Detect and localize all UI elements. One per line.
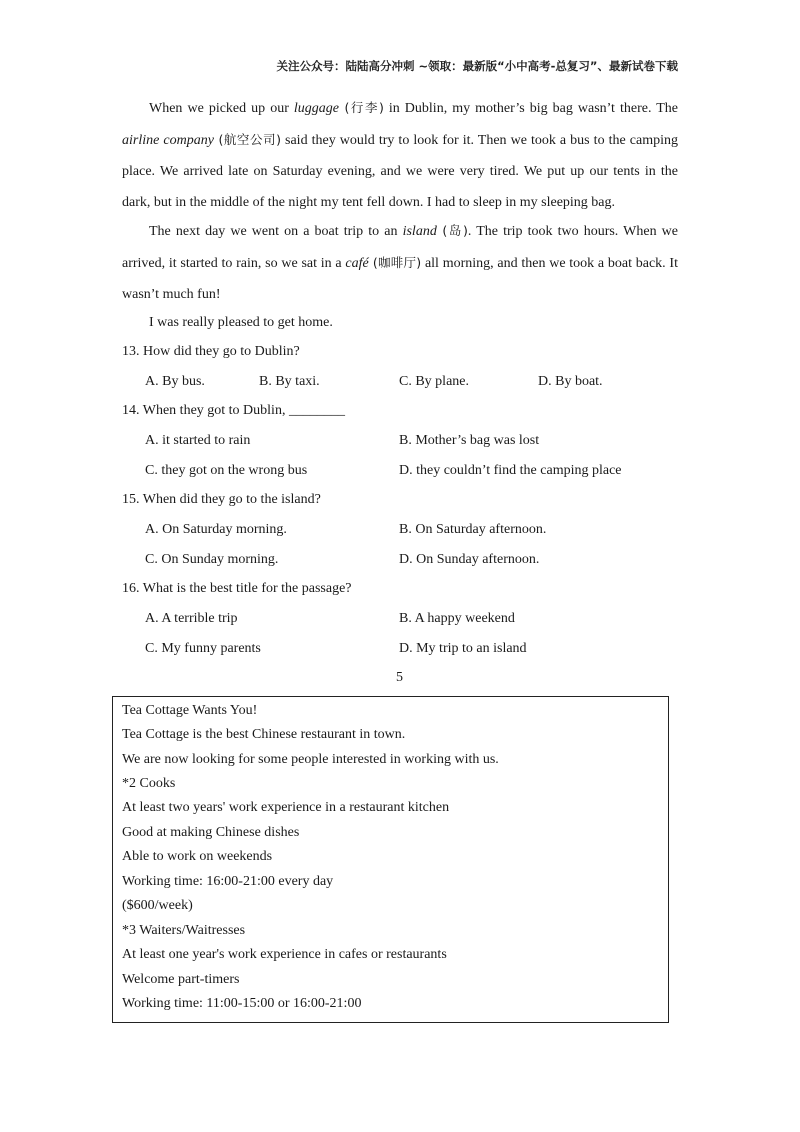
- ad-looking-for: We are now looking for some people interested in working with us.: [122, 752, 499, 767]
- ad-title: Tea Cottage Wants You!: [122, 703, 258, 718]
- vocab-word: café: [345, 256, 369, 271]
- chinese-gloss: (咖啡厅): [368, 255, 422, 270]
- q14-option-d[interactable]: D. they couldn’t find the camping place: [399, 463, 622, 478]
- ad-waiters-time: Working time: 11:00-15:00 or 16:00-21:00: [122, 996, 362, 1011]
- passage-text: The next day we went on a boat trip to an: [149, 224, 403, 239]
- passage-paragraph-2: [122, 215, 678, 310]
- vocab-word: airline company: [122, 133, 214, 148]
- passage-text: in Dublin, my mother’s big bag wasn’t there. The: [383, 101, 678, 116]
- ad-cooks-pay: ($600/week): [122, 898, 193, 913]
- q15-option-a[interactable]: A. On Saturday morning.: [145, 522, 287, 537]
- job-advertisement-box: [112, 696, 669, 1023]
- chinese-gloss: (航空公司): [213, 132, 281, 147]
- question-16-stem: 16. What is the best title for the passage?: [122, 581, 352, 596]
- chinese-gloss: (行李): [339, 100, 384, 115]
- question-15-stem: 15. When did they go to the island?: [122, 492, 321, 507]
- page-number: 5: [396, 670, 403, 685]
- ad-waiters-heading: *3 Waiters/Waitresses: [122, 923, 246, 938]
- ad-intro: Tea Cottage is the best Chinese restaurant in town.: [122, 727, 406, 742]
- q14-option-c[interactable]: C. they got on the wrong bus: [145, 463, 308, 478]
- ad-cooks-weekends: Able to work on weekends: [122, 849, 273, 864]
- ad-cooks-heading: *2 Cooks: [122, 776, 176, 791]
- ad-cooks-experience: At least two years' work experience in a restaurant kitchen: [122, 800, 450, 815]
- vocab-word: island: [402, 224, 437, 239]
- q15-option-c[interactable]: C. On Sunday morning.: [145, 552, 279, 567]
- q16-option-c[interactable]: C. My funny parents: [145, 641, 261, 656]
- vocab-word: luggage: [293, 101, 339, 116]
- passage-text: . The trip took two hours. When we arrived, it started to rain, so we sat in a: [122, 224, 679, 271]
- passage-paragraph-1: [122, 92, 678, 218]
- question-13-stem: 13. How did they go to Dublin?: [122, 344, 300, 359]
- q16-option-a[interactable]: A. A terrible trip: [145, 611, 238, 626]
- q13-option-c[interactable]: C. By plane.: [399, 374, 469, 389]
- q15-option-d[interactable]: D. On Sunday afternoon.: [399, 552, 540, 567]
- ad-cooks-time: Working time: 16:00-21:00 every day: [122, 874, 334, 889]
- q16-option-b[interactable]: B. A happy weekend: [399, 611, 515, 626]
- passage-text: all morning, and then we took a boat back. It wasn’t much fun!: [122, 256, 678, 302]
- ad-cooks-skill: Good at making Chinese dishes: [122, 825, 300, 840]
- passage-paragraph-3: I was really pleased to get home.: [149, 315, 333, 330]
- q13-option-d[interactable]: D. By boat.: [538, 374, 603, 389]
- passage-text: said they would try to look for it. Then we took a bus to the camping place. We arrived late on Saturday evening, and we were very tired. We put up our tents in the dark, but in the middle of the night my tent fell down. I had to sleep in my sleeping bag.: [122, 133, 678, 210]
- ad-waiters-experience: At least one year's work experience in cafes or restaurants: [122, 947, 447, 962]
- q16-option-d[interactable]: D. My trip to an island: [399, 641, 527, 656]
- q14-option-b[interactable]: B. Mother’s bag was lost: [399, 433, 540, 448]
- passage-text: When we picked up our: [149, 101, 294, 116]
- page-header: 关注公众号：陆陆高分冲刺 ~领取：最新版“小中高考-总复习”、最新试卷下载: [276, 59, 678, 73]
- chinese-gloss: (岛): [436, 223, 468, 238]
- q15-option-b[interactable]: B. On Saturday afternoon.: [399, 522, 547, 537]
- ad-waiters-parttime: Welcome part-timers: [122, 972, 240, 987]
- q13-option-a[interactable]: A. By bus.: [145, 374, 205, 389]
- question-14-stem: 14. When they got to Dublin, ________: [122, 403, 345, 418]
- q14-option-a[interactable]: A. it started to rain: [145, 433, 251, 448]
- q13-option-b[interactable]: B. By taxi.: [259, 374, 320, 389]
